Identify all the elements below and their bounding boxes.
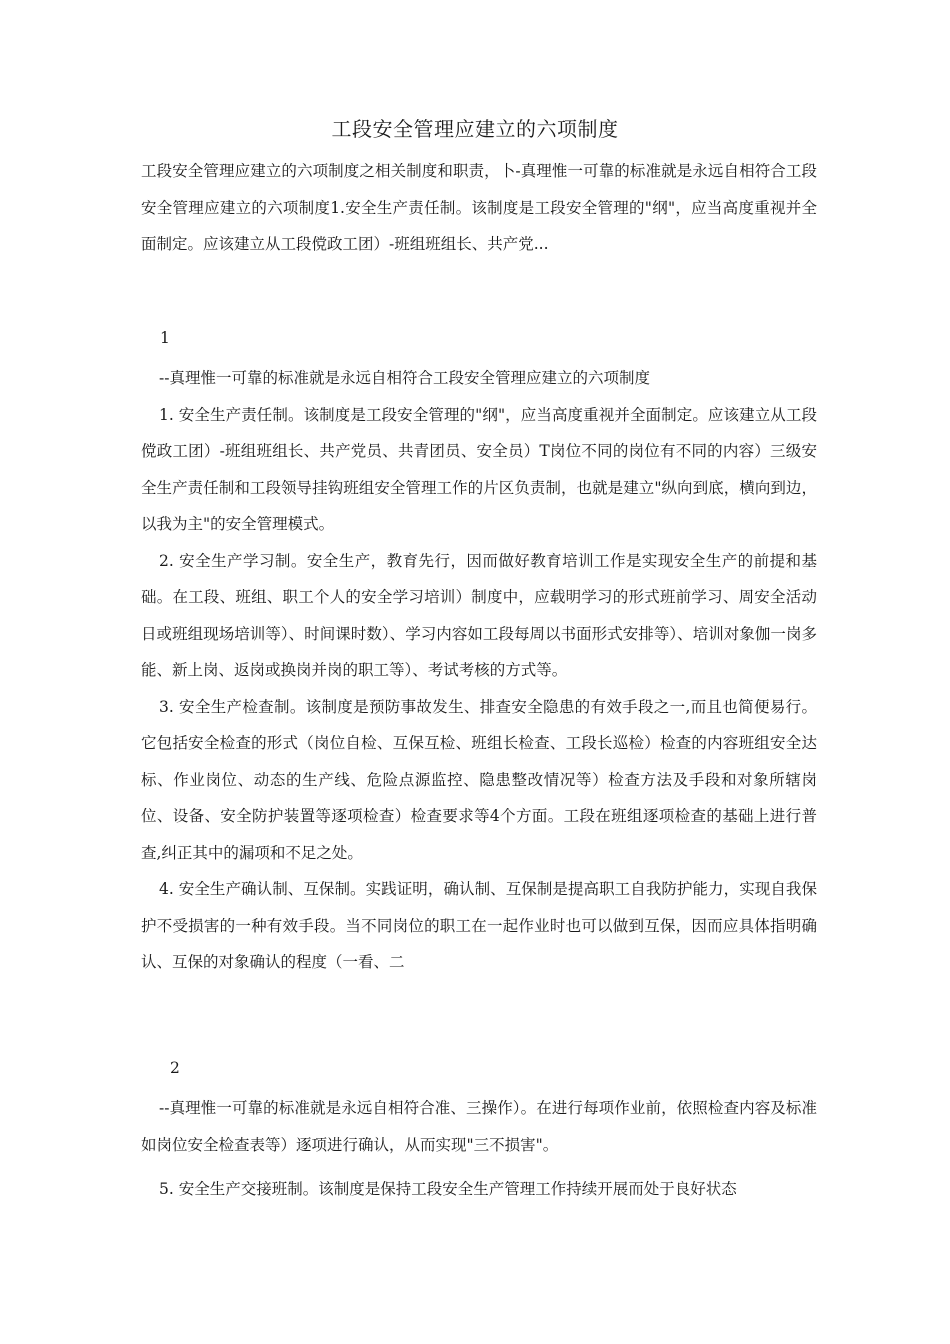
paragraph-confirmation: 4. 安全生产确认制、互保制。实践证明，确认制、互保制是提高职工自我防护能力，实现自我保护不受损害的一种有效手段。当不同岗位的职工在一起作业时也可以做到互保，因而应具体指明确认、互保的对象确认的程度（一看、二 [141,880,817,971]
paragraph-handover: 5. 安全生产交接班制。该制度是保持工段安全生产管理工作持续开展而处于良好状态 [159,1180,737,1198]
page-2-body [141,1090,817,1208]
page-number: 1 [160,329,170,347]
paragraph-inspection: 3. 安全生产检查制。该制度是预防事故发生、排查安全隐患的有效手段之一,而且也简便易行。它包括安全检查的形式（岗位自检、互保互检、班组长检查、工段长巡检）检查的内容班组安全达标、作业岗位、动态的生产线、危险点源监控、隐患整改情况等）检查方法及手段和对象所辖岗位、设备、安全防护装置等逐项检查）检查要求等4个方面。工段在班组逐项检查的基础上进行普查,纠正其中的漏项和不足之处。 [141,697,817,862]
document-summary [141,153,817,263]
page-1-body [141,360,817,981]
page-number: 2 [170,1059,180,1077]
paragraph-learning: 2. 安全生产学习制。安全生产，教育先行，因而做好教育培训工作是实现安全生产的前提和基础。在工段、班组、职工个人的安全学习培训）制度中，应载明学习的形式班前学习、周安全活动日或班组现场培训等）、时间课时数）、学习内容如工段每周以书面形式安排等）、培训对象伽一岗多能、新上岗、返岗或换岗并岗的职工等）、考试考核的方式等。 [141,551,817,679]
page-header-line: --真理惟一可靠的标准就是永远自相符合准、三操作）。在进行每项作业前，依照检查内容及标准如岗位安全检查表等）逐项进行确认，从而实现"三不损害"。 [141,1099,817,1154]
document-title: 工段安全管理应建立的六项制度 [331,117,619,141]
page-header-line: --真理惟一可靠的标准就是永远自相符合工段安全管理应建立的六项制度 [159,369,650,387]
paragraph-responsibility: 1. 安全生产责任制。该制度是工段安全管理的"纲"，应当高度重视并全面制定。应该建立从工段傥政工团）-班组班组长、共产党员、共青团员、安全员）T岗位不同的岗位有不同的内容）三级安全生产责任制和工段领导挂钩班组安全管理工作的片区负责制，也就是建立"纵向到底，横向到边，以我为主"的安全管理模式。 [141,405,817,533]
summary-paragraph: 工段安全管理应建立的六项制度之相关制度和职责，卜-真理惟一可靠的标准就是永远自相符合工段安全管理应建立的六项制度1.安全生产责任制。该制度是工段安全管理的"纲"，应当高度重视并全面制定。应该建立从工段傥政工团）-班组班组长、共产党... [141,162,817,253]
